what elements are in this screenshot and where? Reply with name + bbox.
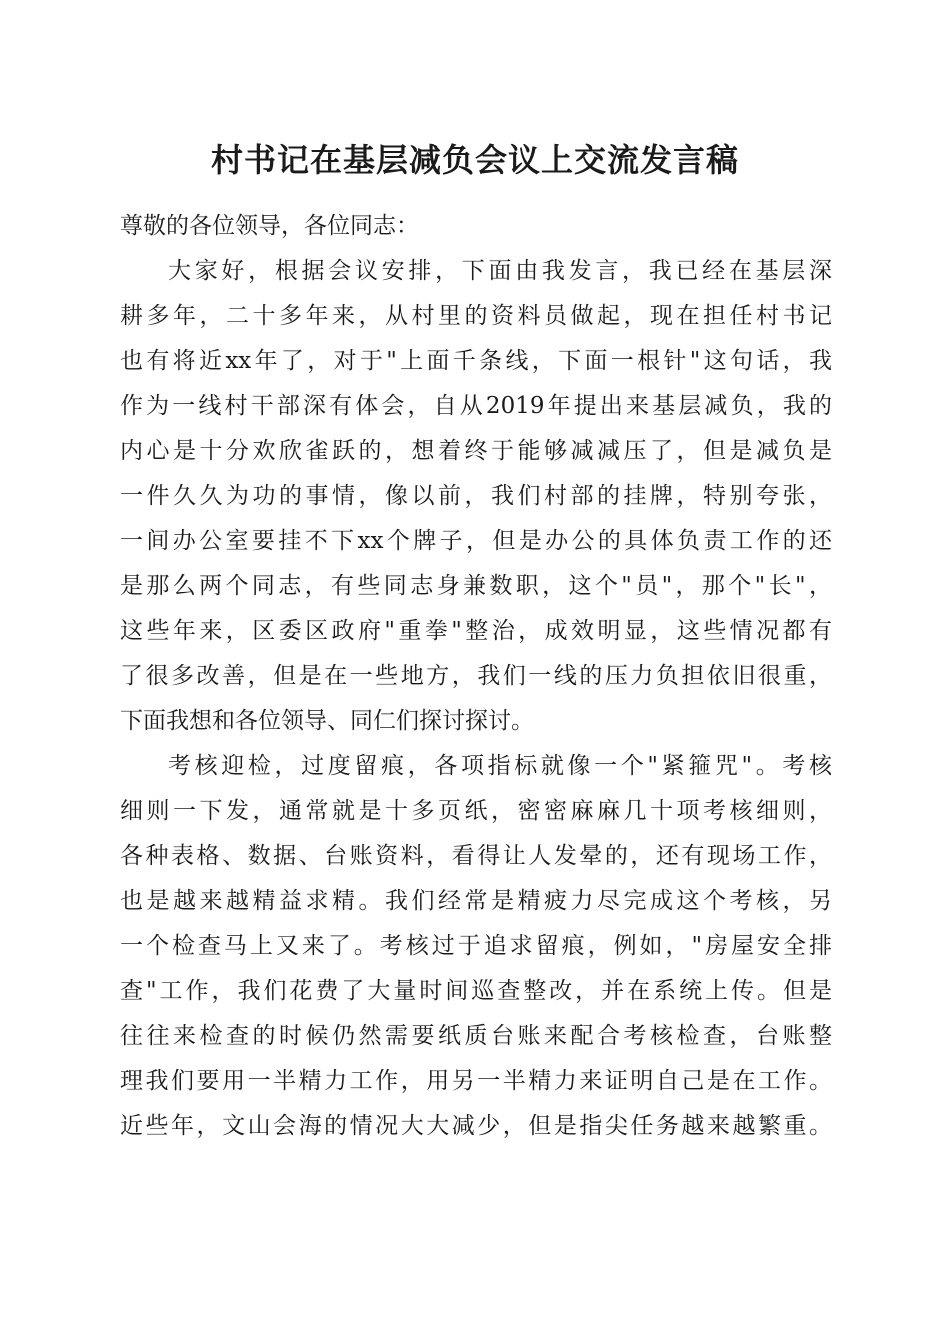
paragraph-line: 作为一线村干部深有体会，自从2019年提出来基层减负，我的 bbox=[120, 393, 832, 419]
paragraph-1 bbox=[120, 249, 832, 744]
paragraph-line: 近些年，文山会海的情况大大减少，但是指尖任务越来越繁重。 bbox=[120, 1113, 832, 1139]
greeting-line: 尊敬的各位领导，各位同志： bbox=[120, 213, 419, 239]
paragraph-line: 耕多年，二十多年来，从村里的资料员做起，现在担任村书记 bbox=[120, 303, 832, 329]
paragraph-line: 内心是十分欢欣雀跃的，想着终于能够减减压了，但是减负是 bbox=[120, 438, 832, 464]
paragraph-line: 大家好，根据会议安排，下面由我发言，我已经在基层深 bbox=[168, 258, 832, 284]
paragraph-line: 一个检查马上又来了。考核过于追求留痕，例如，"房屋安全排 bbox=[120, 933, 832, 959]
paragraph-line: 下面我想和各位领导、同仁们探讨探讨。 bbox=[120, 708, 534, 734]
paragraph-line: 各种表格、数据、台账资料，看得让人发晕的，还有现场工作， bbox=[120, 843, 832, 869]
paragraph-line: 细则一下发，通常就是十多页纸，密密麻麻几十项考核细则， bbox=[120, 798, 832, 824]
paragraph-line: 考核迎检，过度留痕，各项指标就像一个"紧箍咒"。考核 bbox=[168, 753, 832, 779]
paragraph-line: 理我们要用一半精力工作，用另一半精力来证明自己是在工作。 bbox=[120, 1068, 832, 1094]
document-body bbox=[120, 204, 832, 1149]
paragraph-line: 也有将近xx年了，对于"上面千条线，下面一根针"这句话，我 bbox=[120, 348, 832, 374]
paragraph-line: 一间办公室要挂不下xx个牌子，但是办公的具体负责工作的还 bbox=[120, 528, 832, 554]
paragraph-line: 是那么两个同志，有些同志身兼数职，这个"员"，那个"长"， bbox=[120, 573, 832, 599]
paragraph-line: 一件久久为功的事情，像以前，我们村部的挂牌，特别夸张， bbox=[120, 483, 832, 509]
paragraph-line: 往往来检查的时候仍然需要纸质台账来配合考核检查，台账整 bbox=[120, 1023, 832, 1049]
paragraph-line: 查"工作，我们花费了大量时间巡查整改，并在系统上传。但是 bbox=[120, 978, 832, 1004]
paragraph-line: 也是越来越精益求精。我们经常是精疲力尽完成这个考核，另 bbox=[120, 888, 832, 914]
paragraph-line: 这些年来，区委区政府"重拳"整治，成效明显，这些情况都有 bbox=[120, 618, 832, 644]
document-title: 村书记在基层减负会议上交流发言稿 bbox=[210, 141, 739, 179]
paragraph-2 bbox=[120, 744, 832, 1149]
paragraph-line: 了很多改善，但是在一些地方，我们一线的压力负担依旧很重， bbox=[120, 663, 832, 689]
